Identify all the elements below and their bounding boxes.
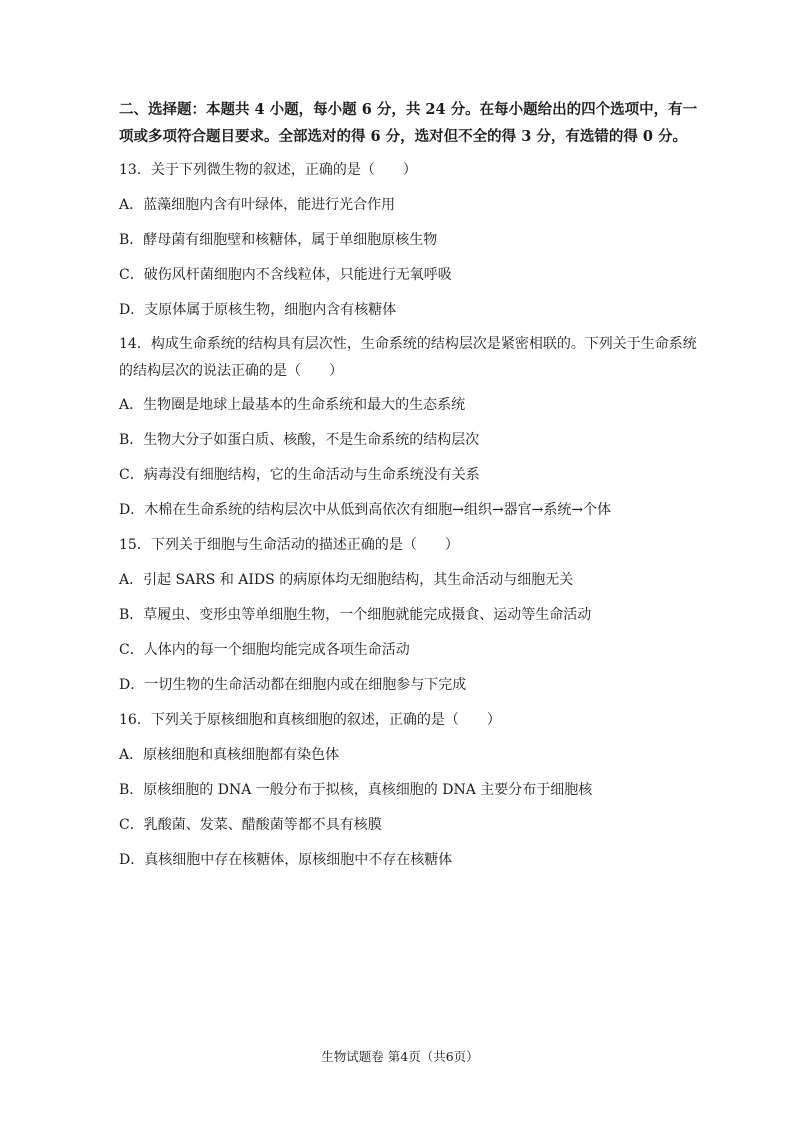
question-13-option-b: B．酵母菌有细胞壁和核糖体，属于单细胞原核生物 — [119, 232, 438, 248]
question-14-option-a: A．生物圈是地球上最基本的生命系统和最大的生态系统 — [119, 397, 466, 413]
section-heading: 二、选择题：本题共 4 小题，每小题 6 分，共 24 分。在每小题给出的四个选项中，有一项或多项符合题目要求。全部选对的得 6 分，选对但不全的得 3 分，有选错的得 0 分。 — [119, 101, 698, 145]
question-15-stem: 15．下列关于细胞与生命活动的描述正确的是（ ） — [119, 537, 459, 553]
question-15-option-b: B．草履虫、变形虫等单细胞生物，一个细胞就能完成摄食、运动等生命活动 — [119, 607, 592, 623]
question-15-option-d: D．一切生物的生命活动都在细胞内或在细胞参与下完成 — [119, 677, 467, 693]
question-15-option-c: C．人体内的每一个细胞均能完成各项生命活动 — [119, 642, 410, 658]
question-16-stem: 16．下列关于原核细胞和真核细胞的叙述，正确的是（ ） — [119, 712, 501, 728]
question-13-stem: 13．关于下列微生物的叙述，正确的是（ ） — [119, 162, 417, 178]
question-16-option-c: C．乳酸菌、发菜、醋酸菌等都不具有核膜 — [119, 817, 382, 833]
question-14-option-d: D．木棉在生命系统的结构层次中从低到高依次有细胞→组织→器官→系统→个体 — [119, 502, 612, 518]
question-13-option-d: D．支原体属于原核生物，细胞内含有核糖体 — [119, 302, 397, 318]
question-16-option-b: B．原核细胞的 DNA 一般分布于拟核，真核细胞的 DNA 主要分布于细胞核 — [119, 782, 593, 798]
question-16-option-d: D．真核细胞中存在核糖体，原核细胞中不存在核糖体 — [119, 852, 453, 868]
question-14-option-b: B．生物大分子如蛋白质、核酸，不是生命系统的结构层次 — [119, 432, 480, 448]
question-16-option-a: A．原核细胞和真核细胞都有染色体 — [119, 747, 340, 763]
question-13-option-a: A．蓝藻细胞内含有叶绿体，能进行光合作用 — [119, 197, 396, 213]
page-footer: 生物试题卷 第4页（共6页） — [321, 1049, 479, 1064]
question-14-option-c: C．病毒没有细胞结构，它的生命活动与生命系统没有关系 — [119, 467, 480, 483]
question-13-option-c: C．破伤风杆菌细胞内不含线粒体，只能进行无氧呼吸 — [119, 267, 452, 283]
question-15-option-a: A．引起 SARS 和 AIDS 的病原体均无细胞结构，其生命活动与细胞无关 — [119, 572, 574, 588]
question-14-stem: 14．构成生命系统的结构具有层次性，生命系统的结构层次是紧密相联的。下列关于生命系统的结构层次的说法正确的是（ ） — [119, 336, 697, 379]
